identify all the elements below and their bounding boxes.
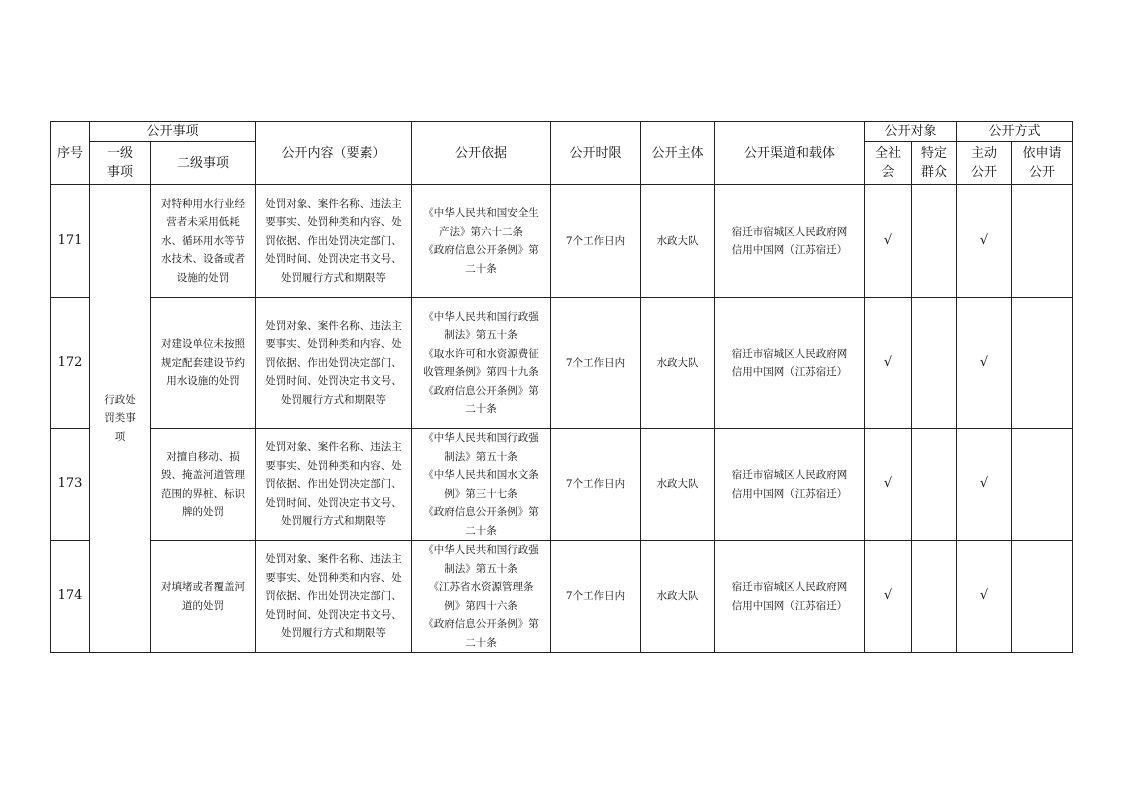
basis-line: 《中华人民共和国安全生产法》第六十二条	[423, 207, 539, 238]
row-time-limit: 7个工作日内	[551, 298, 641, 429]
channel-line: 信用中国网（江苏宿迁）	[731, 599, 848, 612]
row-channel	[715, 429, 865, 541]
header-method-active: 主动公开	[957, 142, 1012, 185]
row-method-active: √	[957, 429, 1012, 541]
row-audience-all: √	[865, 298, 912, 429]
header-audience-all: 全社会	[865, 142, 912, 185]
header-subject: 公开主体	[641, 122, 715, 185]
row-audience-all: √	[865, 185, 912, 298]
row-subject: 水政大队	[641, 541, 715, 653]
row-channel	[715, 185, 865, 298]
channel-line: 宿迁市宿城区人民政府网	[731, 225, 848, 238]
basis-line: 《政府信息公开条例》第二十条	[423, 244, 539, 275]
basis-line: 《政府信息公开条例》第二十条	[423, 384, 539, 415]
row-content: 处罚对象、案件名称、违法主要事实、处罚种类和内容、处罚依据、作出处罚决定部门、处罚时间、处罚决定书文号、处罚履行方式和期限等	[256, 298, 412, 429]
row-basis	[412, 185, 551, 298]
row-method-active: √	[957, 298, 1012, 429]
row-basis	[412, 429, 551, 541]
row-method-request	[1012, 185, 1073, 298]
row-audience-specific	[912, 298, 957, 429]
header-method-request: 依申请公开	[1012, 142, 1073, 185]
basis-line: 《取水许可和水资源费征收管理条例》第四十九条	[423, 347, 539, 378]
row-audience-specific	[912, 429, 957, 541]
header-basis: 公开依据	[412, 122, 551, 185]
row-channel	[715, 298, 865, 429]
row-basis	[412, 298, 551, 429]
level1-item	[90, 185, 151, 653]
row-content: 处罚对象、案件名称、违法主要事实、处罚种类和内容、处罚依据、作出处罚决定部门、处罚时间、处罚决定书文号、处罚履行方式和期限等	[256, 541, 412, 653]
row-content: 处罚对象、案件名称、违法主要事实、处罚种类和内容、处罚依据、作出处罚决定部门、处罚时间、处罚决定书文号、处罚履行方式和期限等	[256, 185, 412, 298]
header-content: 公开内容（要素）	[256, 122, 412, 185]
table-body	[51, 185, 1073, 653]
basis-line: 《政府信息公开条例》第二十条	[423, 506, 539, 537]
row-content: 处罚对象、案件名称、违法主要事实、处罚种类和内容、处罚依据、作出处罚决定部门、处罚时间、处罚决定书文号、处罚履行方式和期限等	[256, 429, 412, 541]
basis-line: 《政府信息公开条例》第二十条	[423, 618, 539, 649]
header-level2: 二级事项	[151, 142, 256, 185]
header-audience-specific: 特定群众	[912, 142, 957, 185]
row-audience-all: √	[865, 541, 912, 653]
channel-line: 信用中国网（江苏宿迁）	[731, 487, 848, 500]
basis-line: 《中华人民共和国行政强制法》第五十条	[423, 544, 539, 575]
header-level1: 一级事项	[90, 142, 151, 185]
table-header	[51, 122, 1073, 185]
table-row	[51, 298, 1073, 429]
table-row	[51, 429, 1073, 541]
disclosure-table	[50, 121, 1073, 653]
row-subject: 水政大队	[641, 298, 715, 429]
channel-line: 信用中国网（江苏宿迁）	[731, 366, 848, 378]
channel-line: 宿迁市宿城区人民政府网	[731, 581, 848, 593]
row-level2: 对擅自移动、损毁、掩盖河道管理范围的界桩、标识牌的处罚	[151, 429, 256, 541]
row-method-active: √	[957, 185, 1012, 298]
row-level2: 对特种用水行业经营者未采用低耗水、循环用水等节水技术、设备或者设施的处罚	[151, 185, 256, 298]
channel-line: 宿迁市宿城区人民政府网	[731, 469, 848, 481]
row-method-request	[1012, 541, 1073, 653]
channel-line: 信用中国网（江苏宿迁）	[731, 244, 848, 256]
row-seq: 174	[51, 541, 90, 653]
row-method-request	[1012, 298, 1073, 429]
row-level2: 对建设单位未按照规定配套建设节约用水设施的处罚	[151, 298, 256, 429]
channel-line: 宿迁市宿城区人民政府网	[731, 347, 848, 360]
basis-line: 《中华人民共和国水文条例》第三十七条	[423, 469, 539, 500]
row-level2: 对填堵或者覆盖河道的处罚	[151, 541, 256, 653]
row-seq: 172	[51, 298, 90, 429]
row-subject: 水政大队	[641, 429, 715, 541]
header-item-group: 公开事项	[90, 122, 256, 142]
basis-line: 《中华人民共和国行政强制法》第五十条	[423, 432, 539, 463]
row-time-limit: 7个工作日内	[551, 541, 641, 653]
header-time-limit: 公开时限	[551, 122, 641, 185]
row-method-active: √	[957, 541, 1012, 653]
row-time-limit: 7个工作日内	[551, 185, 641, 298]
row-seq: 173	[51, 429, 90, 541]
basis-line: 《中华人民共和国行政强制法》第五十条	[423, 310, 539, 341]
table-row	[51, 541, 1073, 653]
header-method-group: 公开方式	[957, 122, 1073, 142]
header-audience-group: 公开对象	[865, 122, 957, 142]
row-method-request	[1012, 429, 1073, 541]
row-subject: 水政大队	[641, 185, 715, 298]
basis-line: 《江苏省水资源管理条例》第四十六条	[428, 581, 534, 612]
level1-item-text: 行政处罚类事项	[104, 393, 136, 443]
row-seq: 171	[51, 185, 90, 298]
row-audience-all: √	[865, 429, 912, 541]
table-row	[51, 185, 1073, 298]
row-audience-specific	[912, 541, 957, 653]
header-seq: 序号	[51, 122, 90, 185]
header-channel: 公开渠道和载体	[715, 122, 865, 185]
row-audience-specific	[912, 185, 957, 298]
row-basis	[412, 541, 551, 653]
row-channel	[715, 541, 865, 653]
row-time-limit: 7个工作日内	[551, 429, 641, 541]
